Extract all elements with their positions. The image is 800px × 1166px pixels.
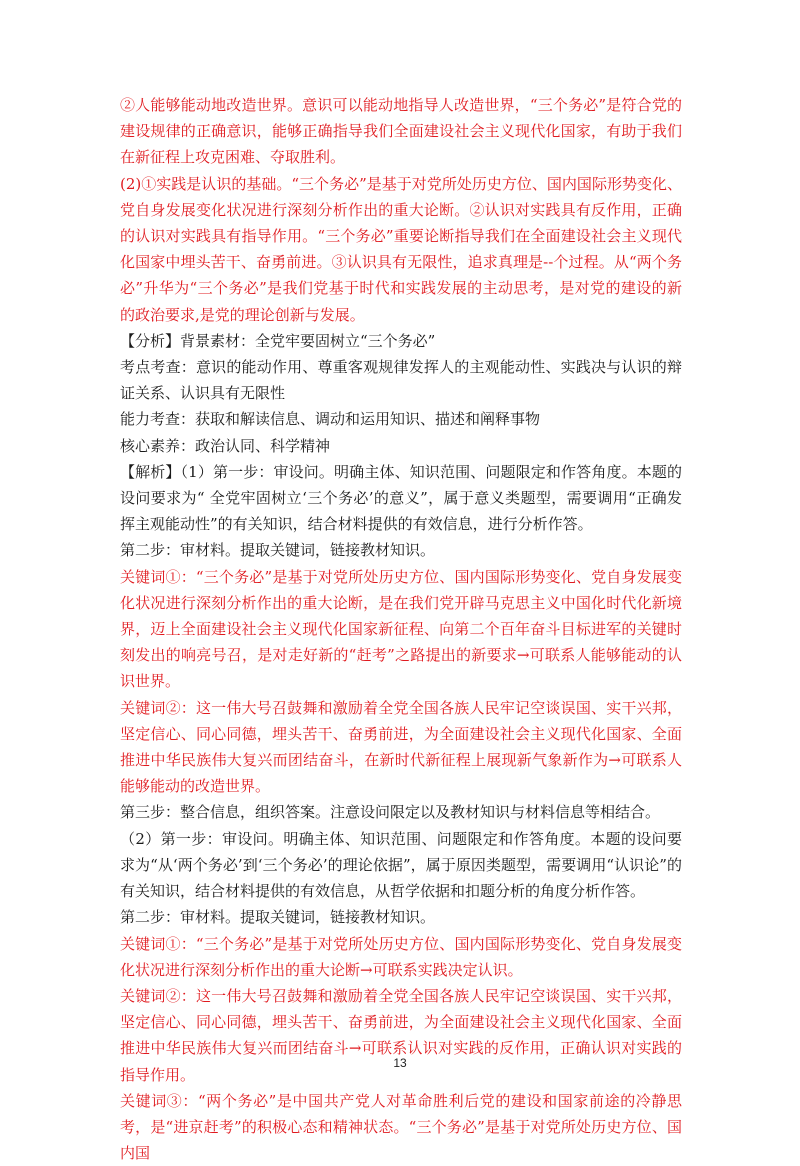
paragraph-15: 关键词②：这一伟大号召鼓舞和激励着全党全国各族人民牢记空谈误国、实干兴邦，坚定信心、同心同德，埋头苦干、奋勇前进，为全面建设社会主义现代化国家、全面推进中华民族伟大复兴而团结奋斗→可联系认识对实践的反作用，正确认识对实践的指导作用。 — [120, 986, 682, 1084]
paragraph-4: 考点考查：意识的能动作用、尊重客观规律发挥人的主观能动性、实践决与认识的辩证关系、认识具有无限性 — [120, 358, 682, 403]
paragraph-5: 能力考查：获取和解读信息、调动和运用知识、描述和阐释事物 — [120, 410, 541, 429]
paragraph-1: ②人能够能动地改造世界。意识可以能动地指导人改造世界，“三个务必”是符合党的建设规律的正确意识，能够正确指导我们全面建设社会主义现代化国家，有助于我们在新征程上攻克困难、夺取胜利。 — [120, 96, 682, 167]
paragraph-6: 核心素养：政治认同、科学精神 — [120, 436, 331, 455]
paragraph-9: 关键词①：“三个务必”是基于对党所处历史方位、国内国际形势变化、党自身发展变化状况进行深刻分析作出的重大论断，是在我们党开辟马克思主义中国化时代化新境界，迈上全面建设社会主义现代化国家新征程、向第二个百年奋斗目标进军的关键时刻发出的响亮号召，是对走好新的“赶考”之路提出的新要求→可联系人能够能动的认识世界。 — [120, 567, 682, 691]
paragraph-11: 第三步：整合信息，组织答案。注意设问限定以及教材知识与材料信息等相结合。 — [120, 803, 661, 822]
paragraph-16: 关键词③：“两个务必”是中国共产党人对革命胜利后党的建设和国家前途的冷静思考，是“进京赶考”的积极心态和精神状态。“三个务必”是基于对党所处历史方位、国内国 — [120, 1091, 682, 1163]
paragraph-12: （2）第一步：审设问。明确主体、知识范围、问题限定和作答角度。本题的设问要求为“从‘两个务必’到‘三个务必’的理论依据”，属于原因类题型，需要调用“认识论”的有关知识，结合材料提供的有效信息，从哲学依据和扣题分析的角度分析作答。 — [120, 829, 682, 901]
paragraph-8: 第二步：审材料。提取关键词，链接教材知识。 — [120, 541, 436, 560]
document-body — [120, 92, 682, 1166]
paragraph-7: 【解析】（1）第一步：审设问。明确主体、知识范围、问题限定和作答角度。本题的设问要求为“ 全党牢固树立‘三个务必’的意义”，属于意义类题型，需要调用“正确发挥主观能动性”的有关知识，结合材料提供的有效信息，进行分析作答。 — [120, 462, 682, 534]
paragraph-10: 关键词②：这一伟大号召鼓舞和激励着全党全国各族人民牢记空谈误国、实干兴邦，坚定信心、同心同德，埋头苦干、奋勇前进，为全面建设社会主义现代化国家、全面推进中华民族伟大复兴而团结奋斗，在新时代新征程上展现新气象新作为→可联系人能够能动的改造世界。 — [120, 698, 682, 796]
paragraph-14: 关键词①：“三个务必”是基于对党所处历史方位、国内国际形势变化、党自身发展变化状况进行深刻分析作出的重大论断→可联系实践决定认识。 — [120, 934, 682, 979]
page-number: 13 — [393, 1056, 407, 1070]
paragraph-3: 【分析】背景素材：全党牢要固树立“三个务必” — [120, 331, 436, 350]
paragraph-13: 第二步：审材料。提取关键词，链接教材知识。 — [120, 908, 436, 927]
paragraph-2: (2)①实践是认识的基础。“三个务必”是基于对党所处历史方位、国内国际形势变化、党自身发展变化状况进行深刻分析作出的重大论断。②认识对实践具有反作用，正确的认识对实践具有指导作用。“三个务必”重要论断指导我们在全面建设社会主义现代化国家中埋头苦干、奋勇前进。③认识具有无限性，追求真理是--个过程。从“两个务必”升华为“三个务必”是我们党基于时代和实践发展的主动思考，是对党的建设的新的政治要求,是党的理论创新与发展。 — [120, 174, 682, 324]
